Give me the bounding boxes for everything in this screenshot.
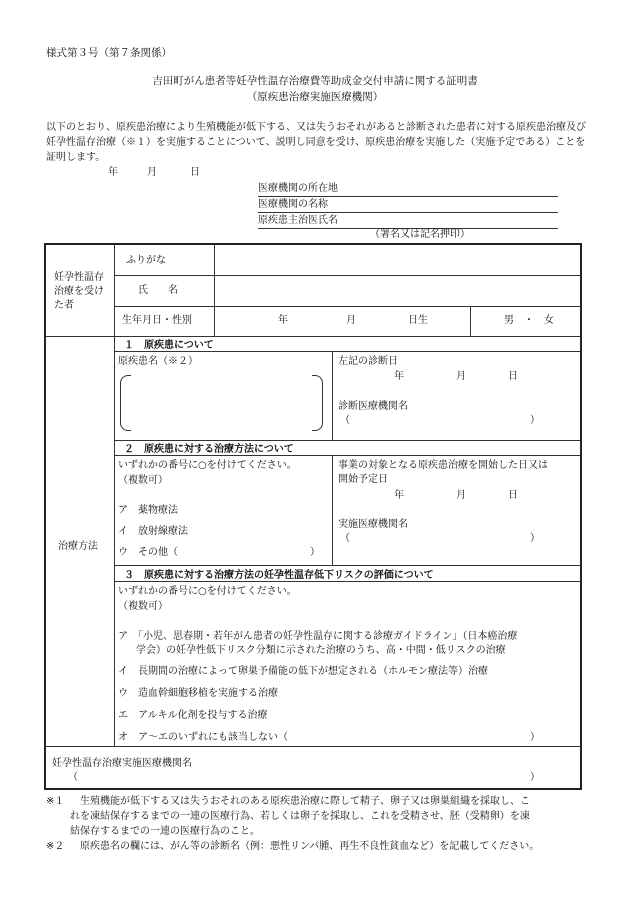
- fertility-institution-input[interactable]: [86, 769, 516, 785]
- intro-text: 以下のとおり、原疾患治療により生殖機能が低下する、又は失うおそれがあると診断された患者に対する原疾患治療及び妊孕性温存治療（※１）を実施することについて、説明し同意を受け、原疾患治療を実施した（実施予定である）ことを証明します。: [46, 122, 586, 163]
- s3-multiple: （複数可）: [118, 601, 168, 612]
- hospital-address-field[interactable]: [258, 182, 558, 197]
- form-number: 様式第３号（第７条関係）: [46, 47, 172, 59]
- note2-mark: ※２: [46, 841, 65, 852]
- start-date-label-1: 事業の対象となる原疾患治療を開始した日又は: [338, 460, 548, 471]
- form-title: 吉田町がん患者等妊孕性温存治療費等助成金交付申請に関する証明書: [152, 75, 478, 87]
- note1-mark: ※１: [46, 796, 65, 807]
- diagnosis-hospital-label: 診断医療機関名: [338, 401, 408, 412]
- diagnosis-day: 日: [508, 371, 518, 382]
- form-table: [44, 243, 582, 790]
- patient-section-label: 妊孕性温存治療を受けた者: [54, 272, 104, 311]
- option-radiation-therapy[interactable]: イ 放射線療法: [118, 526, 188, 537]
- birth-year: 年: [278, 315, 288, 326]
- diagnosis-month: 月: [456, 371, 466, 382]
- disease-bracket-right: [312, 375, 323, 431]
- furigana-input[interactable]: [218, 249, 580, 273]
- fertility-institution-paren-open: （: [68, 772, 78, 783]
- institution-input[interactable]: [358, 530, 508, 546]
- s3-heading: ３ 原疾患に対する治療方法の妊孕性温存低下リスクの評価について: [124, 570, 434, 581]
- institution-paren-close: ）: [530, 533, 540, 544]
- start-month: 月: [456, 490, 466, 501]
- start-date-label-2: 開始予定日: [338, 474, 388, 485]
- doctor-name-field[interactable]: [258, 214, 558, 229]
- fertility-institution-label: 妊孕性温存治療実施医療機関名: [52, 758, 192, 769]
- fertility-institution-paren-close: ）: [530, 772, 540, 783]
- s2-multiple: （複数可）: [118, 475, 168, 486]
- diagnosis-hospital-paren-close: ）: [530, 415, 540, 426]
- disease-bracket-left: [120, 375, 131, 431]
- start-day: 日: [508, 490, 518, 501]
- signature-note: （署名又は記名押印）: [370, 229, 470, 240]
- furigana-label: ふりがな: [126, 255, 166, 266]
- diagnosis-hospital-input[interactable]: [358, 412, 508, 428]
- name-label: 氏 名: [138, 285, 178, 296]
- form-subtitle: （原疾患治療実施医療機関）: [246, 91, 384, 103]
- risk-option-o-paren-close: ）: [530, 732, 540, 743]
- start-year: 年: [394, 490, 404, 501]
- date-month: 月: [147, 167, 157, 178]
- s1-heading: １ 原疾患について: [124, 340, 214, 351]
- risk-option-e[interactable]: エ アルキル化剤を投与する治療: [118, 710, 268, 721]
- diagnosis-date-label: 左記の診断日: [338, 356, 398, 367]
- hospital-address-label: 医療機関の所在地: [258, 183, 338, 194]
- treatment-section-label: 治療方法: [58, 541, 98, 552]
- hospital-name-field[interactable]: [258, 198, 558, 213]
- risk-option-u[interactable]: ウ 造血幹細胞移植を実施する治療: [118, 688, 278, 699]
- birth-day: 日生: [408, 315, 428, 326]
- diagnosis-year: 年: [394, 371, 404, 382]
- institution-label: 実施医療機関名: [338, 519, 408, 530]
- doctor-name-label: 原疾患主治医氏名: [258, 215, 338, 226]
- hospital-name-label: 医療機関の名称: [258, 199, 328, 210]
- risk-option-a[interactable]: ア 「小児、思春期・若年がん患者の妊孕性温存に関する診療ガイドライン」（日本癌治療: [118, 631, 518, 642]
- note1-line1: 生殖機能が低下する又は失うおそれのある原疾患治療に際して精子、卵子又は卵巣組織を採取し、こ: [80, 796, 530, 807]
- risk-option-i[interactable]: イ 長期間の治療によって卵巣予備能の低下が想定される（ホルモン療法等）治療: [118, 666, 488, 677]
- birth-month: 月: [346, 315, 356, 326]
- sex-choice[interactable]: 男 ・ 女: [504, 315, 554, 326]
- risk-option-o[interactable]: オ ア～エのいずれにも該当しない（: [118, 732, 288, 743]
- diagnosis-hospital-paren-open: （: [340, 415, 350, 426]
- disease-name-input[interactable]: [134, 375, 310, 429]
- date-year: 年: [108, 167, 118, 178]
- institution-paren-open: （: [340, 533, 350, 544]
- note1-line3: 結保存するまでの一連の医療行為のこと。: [70, 826, 260, 837]
- birth-sex-label: 生年月日・性別: [122, 315, 192, 326]
- option-drug-therapy[interactable]: ア 薬物療法: [118, 505, 178, 516]
- note2-text: 原疾患名の欄には、がん等の診断名（例：悪性リンパ腫、再生不良性貧血など）を記載してください。: [80, 841, 540, 852]
- disease-name-label: 原疾患名（※２）: [118, 356, 198, 367]
- date-day: 日: [190, 167, 200, 178]
- option-other-therapy[interactable]: ウ その他（: [118, 547, 178, 558]
- name-input[interactable]: [218, 279, 580, 303]
- risk-option-a-line2: 学会）の妊孕性低下リスク分類に示された治療のうち、高・中間・低リスクの治療: [136, 645, 506, 656]
- s2-instruction: いずれかの番号に○を付けてください。: [118, 460, 297, 471]
- s2-heading: ２ 原疾患に対する治療方法について: [124, 444, 294, 455]
- s3-instruction: いずれかの番号に○を付けてください。: [118, 586, 297, 597]
- note1-line2: れを凍結保存するまでの一連の医療行為、若しくは卵子を採取し、これを受精させ、胚（受精卵）を凍: [70, 811, 530, 822]
- other-therapy-paren-close: ）: [310, 547, 320, 558]
